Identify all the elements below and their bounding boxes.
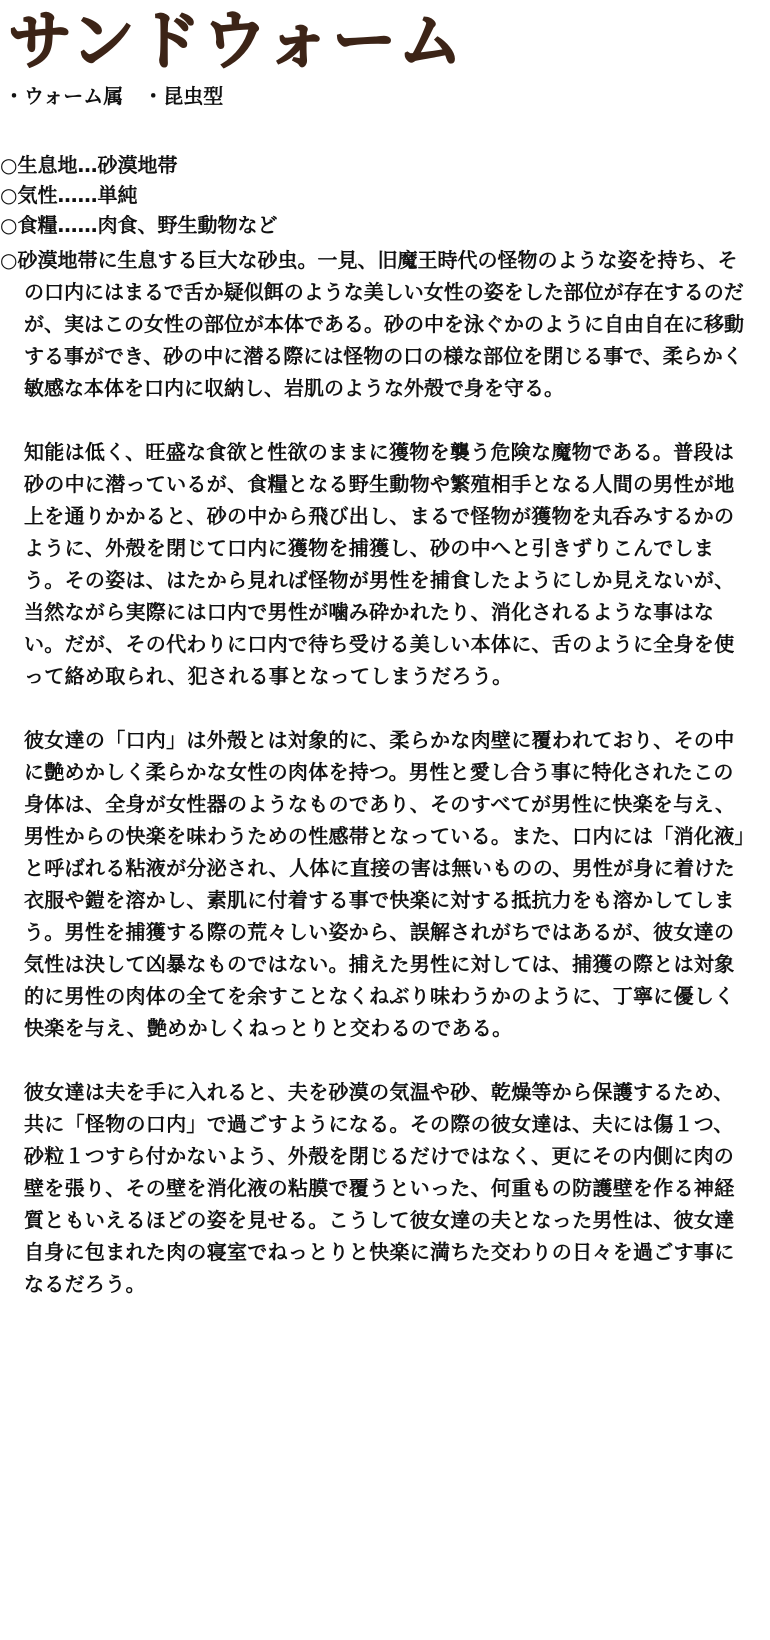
stats-list (0, 150, 760, 240)
description-paragraph-2: 知能は低く、旺盛な食欲と性欲のままに獲物を襲う危険な魔物である。普段は砂の中に潜っているが、食糧となる野生動物や繁殖相手となる人間の男性が地上を通りかかると、砂の中から飛び出し、まるで怪物が獲物を丸呑みするかのように、外殻を閉じて口内に獲物を捕獲し、砂の中へと引きずりこんでしまう。その姿は、はたから見れば怪物が男性を捕食したようにしか見えないが、当然ながら実際には口内で男性が噛み砕かれたり、消化されるような事はない。だが、その代わりに口内で待ち受ける美しい本体に、舌のように全身を使って絡め取られ、犯される事となってしまうだろう。 (24, 440, 735, 688)
circle-bullet-icon: ○ (0, 213, 18, 237)
description (0, 244, 745, 1300)
stat-habitat-text: 生息地…砂漠地帯 (17, 153, 178, 177)
circle-bullet-icon: ○ (0, 153, 18, 177)
stat-temperament-text: 気性……単純 (17, 183, 138, 207)
stat-diet-text: 食糧……肉食、野生動物など (17, 213, 278, 237)
description-paragraph-1 (0, 244, 745, 404)
stat-diet (0, 210, 760, 240)
stat-habitat (0, 150, 760, 180)
circle-bullet-icon: ○ (0, 183, 18, 207)
page-title: サンドウォーム (8, 5, 465, 79)
category-tags: ・ウォーム属 ・昆虫型 (4, 84, 224, 108)
description-paragraph-4: 彼女達は夫を手に入れると、夫を砂漠の気温や砂、乾燥等から保護するため、共に「怪物の口内」で過ごすようになる。その際の彼女達は、夫には傷１つ、砂粒１つすら付かないよう、外殻を閉じるだけではなく、更にその内側に肉の壁を張り、その壁を消化液の粘膜で覆うといった、何重もの防護壁を作る神経質ともいえるほどの姿を見せる。こうして彼女達の夫となった男性は、彼女達自身に包まれた肉の寝室でねっとりと快楽に満ちた交わりの日々を過ごす事になるだろう。 (24, 1080, 735, 1296)
circle-bullet-icon: ○ (0, 248, 18, 272)
description-paragraph-3: 彼女達の「口内」は外殻とは対象的に、柔らかな肉壁に覆われており、その中に艶めかしく柔らかな女性の肉体を持つ。男性と愛し合う事に特化されたこの身体は、全身が女性器のようなものであり、そのすべてが男性に快楽を与え、男性からの快楽を味わうための性感帯となっている。また、口内には「消化液」と呼ばれる粘液が分泌され、人体に直接の害は無いものの、男性が身に着けた衣服や鎧を溶かし、素肌に付着する事で快楽に対する抵抗力をも溶かしてしまう。男性を捕獲する際の荒々しい姿から、誤解されがちではあるが、彼女達の気性は決して凶暴なものではない。捕えた男性に対しては、捕獲の際とは対象的に男性の肉体の全てを余すことなくねぶり味わうかのように、丁寧に優しく快楽を与え、艶めかしくねっとりと交わるのである。 (24, 728, 745, 1040)
stat-temperament (0, 180, 760, 210)
description-paragraph-1-text: 砂漠地帯に生息する巨大な砂虫。一見、旧魔王時代の怪物のような姿を持ち、その口内にはまるで舌か疑似餌のような美しい女性の姿をした部位が存在するのだが、実はこの女性の部位が本体である。砂の中を泳ぐかのように自由自在に移動する事ができ、砂の中に潜る際には怪物の口の様な部位を閉じる事で、柔らかく敏感な本体を口内に収納し、岩肌のような外殻で身を守る。 (17, 248, 744, 400)
